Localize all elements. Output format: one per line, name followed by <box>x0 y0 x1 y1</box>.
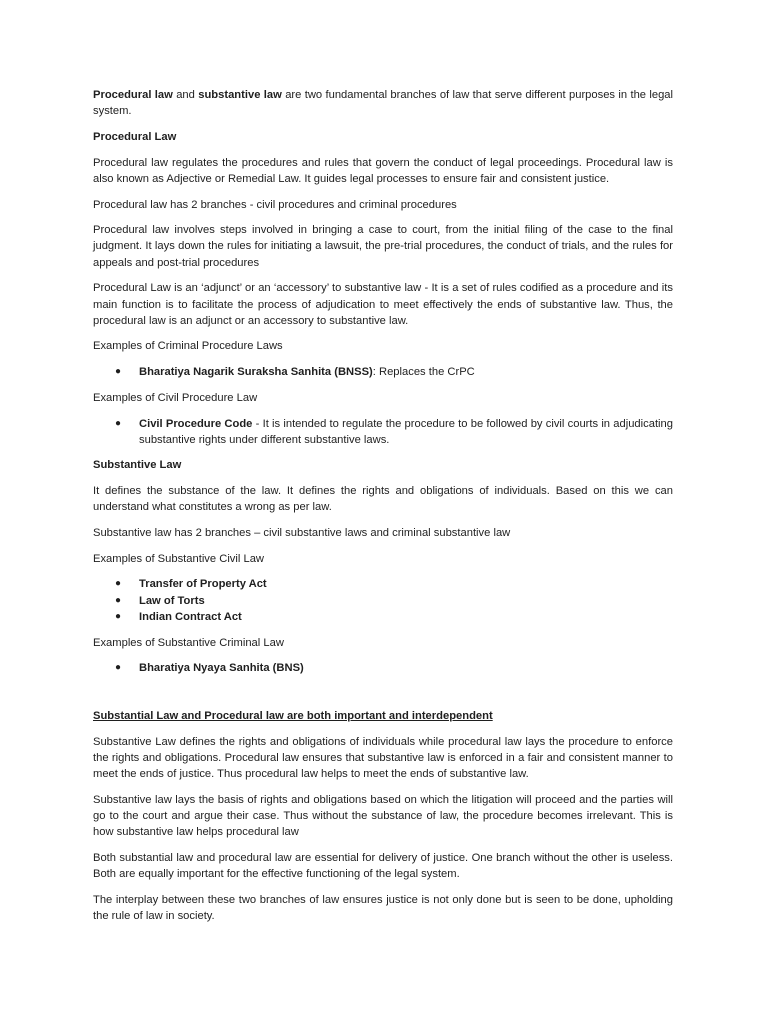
procedural-heading: Procedural Law <box>93 130 177 143</box>
civil-procedure-label: Examples of Civil Procedure Law <box>93 391 258 404</box>
substantive-p2: Substantive law has 2 branches – civil substantive laws and criminal substantive law <box>93 527 511 540</box>
interdependence-p1: Substantive Law defines the rights and obligations of individuals while procedural law lays the procedure to enforce the rights and obligations. Procedural law ensures that substantive law is enforced in a fair and consistent manner to meet the ends of justice. Thus procedural law helps to meet the ends of substantive law. <box>93 735 673 781</box>
list-item-text: : Replaces the CrPC <box>372 366 475 379</box>
interdependence-p4: The interplay between these two branches of law ensures justice is not only done but is seen to be done, upholding the rule of law in society. <box>93 893 673 923</box>
list-item <box>93 416 673 448</box>
intro-term-substantive: substantive law <box>198 89 282 101</box>
list-item <box>93 593 673 609</box>
procedural-p3: Procedural law involves steps involved in bringing a case to court, from the initial filing of the case to the final judgment. It lays down the rules for initiating a lawsuit, the pre-trial procedures, the conduct of trials, and the rules for appeals and post-trial procedures <box>93 224 673 269</box>
substantive-civil-label: Examples of Substantive Civil Law <box>93 552 264 565</box>
bullet-icon: ● <box>115 366 122 378</box>
interdependence-p2: Substantive law lays the basis of rights and obligations based on which the litigation will proceed and the parties will go to the court and argue their case. Thus without the substance of law, the procedure becomes irrelevant. This is how substantive law helps procedural law <box>93 793 673 839</box>
list-item-bold: Civil Procedure Code <box>139 417 253 430</box>
list-item-bold: Law of Torts <box>139 594 205 607</box>
substantive-civil-list <box>93 576 673 625</box>
bullet-icon: ● <box>115 610 122 622</box>
list-item-bold: Transfer of Property Act <box>139 578 267 591</box>
criminal-procedure-list <box>93 364 673 380</box>
list-item <box>93 576 673 592</box>
list-item-text: - It is intended to regulate the procedure to be followed by civil courts in adjudicating substantive rights under different substantive laws. <box>139 417 673 446</box>
list-item <box>93 609 673 625</box>
list-item-bold: Indian Contract Act <box>139 610 242 623</box>
intro-connector: and <box>172 89 199 101</box>
intro-term-procedural: Procedural law <box>93 89 173 101</box>
substantive-heading: Substantive Law <box>93 459 182 472</box>
list-item <box>93 660 673 676</box>
section-spacer <box>93 686 673 708</box>
list-item-bold: Bharatiya Nagarik Suraksha Sanhita (BNSS) <box>139 366 373 379</box>
list-item <box>93 364 673 380</box>
substantive-p1: It defines the substance of the law. It defines the rights and obligations of individuals. Based on this we can understand what constitutes a wrong as per law. <box>93 485 673 514</box>
civil-procedure-list <box>93 416 673 448</box>
intro-paragraph <box>93 87 673 119</box>
intro-rest: are two fundamental branches of law that serve different purposes in the legal system. <box>93 89 674 118</box>
procedural-p1: Procedural law regulates the procedures and rules that govern the conduct of legal proceedings. Procedural law is also known as Adjective or Remedial Law. It guides legal processes to ensure fair and consistent justice. <box>93 156 673 185</box>
bullet-icon: ● <box>115 578 122 590</box>
procedural-p4: Procedural Law is an ‘adjunct’ or an ‘accessory’ to substantive law - It is a set of rules codified as a procedure and its main function is to facilitate the process of adjudication to meet effectively the ends of substantive law. Thus, the procedural law is an adjunct or an accessory to substantive law. <box>93 282 673 327</box>
document-body <box>93 87 673 934</box>
bullet-icon: ● <box>115 594 122 606</box>
substantive-criminal-label: Examples of Substantive Criminal Law <box>93 636 284 649</box>
list-item-bold: Bharatiya Nyaya Sanhita (BNS) <box>139 662 304 675</box>
bullet-icon: ● <box>115 417 122 429</box>
procedural-p2: Procedural law has 2 branches - civil procedures and criminal procedures <box>93 198 457 211</box>
interdependence-p3: Both substantial law and procedural law are essential for delivery of justice. One branch without the other is useless. Both are equally important for the effective functioning of the legal system. <box>93 851 673 881</box>
substantive-criminal-list <box>93 660 673 676</box>
bullet-icon: ● <box>115 662 122 674</box>
interdependence-heading: Substantial Law and Procedural law are both important and interdependent <box>93 709 493 722</box>
criminal-procedure-label: Examples of Criminal Procedure Laws <box>93 340 283 353</box>
